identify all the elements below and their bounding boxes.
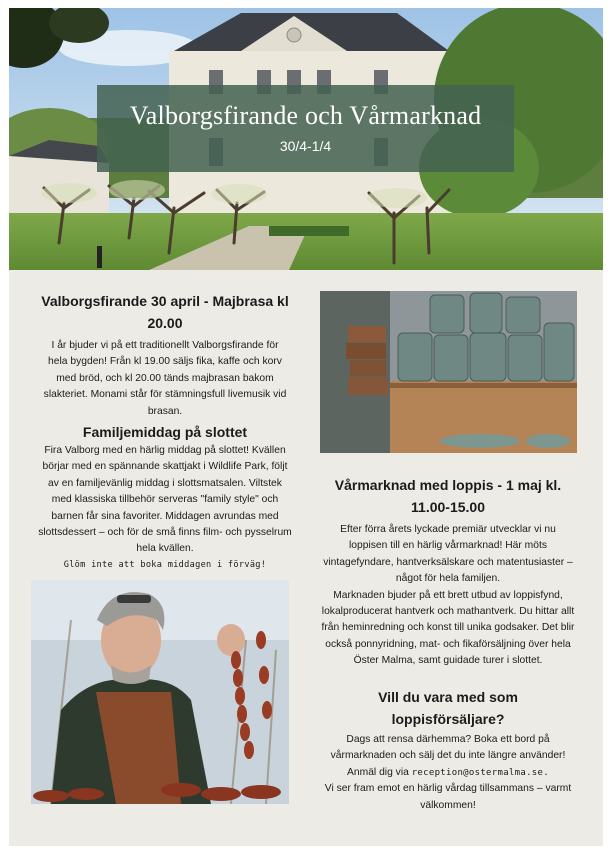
title-banner [97,85,514,172]
seller-body-closing: Vi ser fram emot en härlig vårdag tillsammans – varmt välkommen! [324,783,572,811]
register-prefix: Anmäl dig via [347,766,409,778]
dinner-heading: Familjemiddag på slottet [82,424,248,440]
market-section [321,474,575,670]
sausage-maker-photo [31,580,289,804]
seller-section [321,686,575,814]
valborg-section [41,290,289,420]
pottery-photo [320,291,577,453]
dinner-section [37,421,293,572]
market-body-intro: Efter förra årets lyckade premiär utvecklar vi nu loppisen till en härlig vårmarknad! Här möts vintagefyndare, hantverksälskare och matentusiaster – något för hela familjen. [323,524,573,585]
seller-heading: Vill du vara med som loppisförsäljare? [378,689,518,727]
market-heading: Vårmarknad med loppis - 1 maj kl. 11.00-15.00 [334,477,562,515]
dinner-body: Fira Valborg med en härlig middag på slottet! Kvällen börjar med en spännande skattjakt i Wildlife Park, följt av en familjevänlig middag i slottsmatsalen. Viltstek med klassiska tillbehör serveras "family style" och barnen får sina favoriter. Middagen avrundas med slottsdessert – och för de små finns film- och pysselrum hela kvällen. [38,445,292,555]
valborg-heading: Valborgsfirande 30 april - Majbrasa kl 20.00 [41,293,289,331]
reception-email-link[interactable]: reception@ostermalma.se. [411,767,549,778]
seller-register-line [321,765,575,781]
flyer-page [9,8,603,846]
seller-body-intro: Dags att rensa därhemma? Boka ett bord på vårmarknaden och sälj det du inte längre använder! [330,734,566,762]
castle-garden-photo [9,8,603,270]
valborg-body: I år bjuder vi på ett traditionellt Valborgsfirande för hela bygden! Från kl 19.00 säljs fika, kaffe och korv med bröd, och kl 20.00 tänds majbrasan bakom slakteriet. Monami står för stämningsfull livemusik vid brasan. [43,340,287,417]
event-dates: 30/4-1/4 [279,138,332,154]
market-body-details: Marknaden bjuder på ett brett utbud av loppisfynd, lokalproducerat hantverk och mathantverk. Du hittar allt från heminredning och konst till unika godsaker. Det blir också ponnyridning, mat- och fikaförsäljning över hela Öster Malma, samt guidade turer i slottet. [321,589,575,667]
page-title: Valborgsfirande och Vårmarknad [129,101,482,130]
dinner-booking-note: Glöm inte att boka middagen i förväg! [63,559,267,570]
